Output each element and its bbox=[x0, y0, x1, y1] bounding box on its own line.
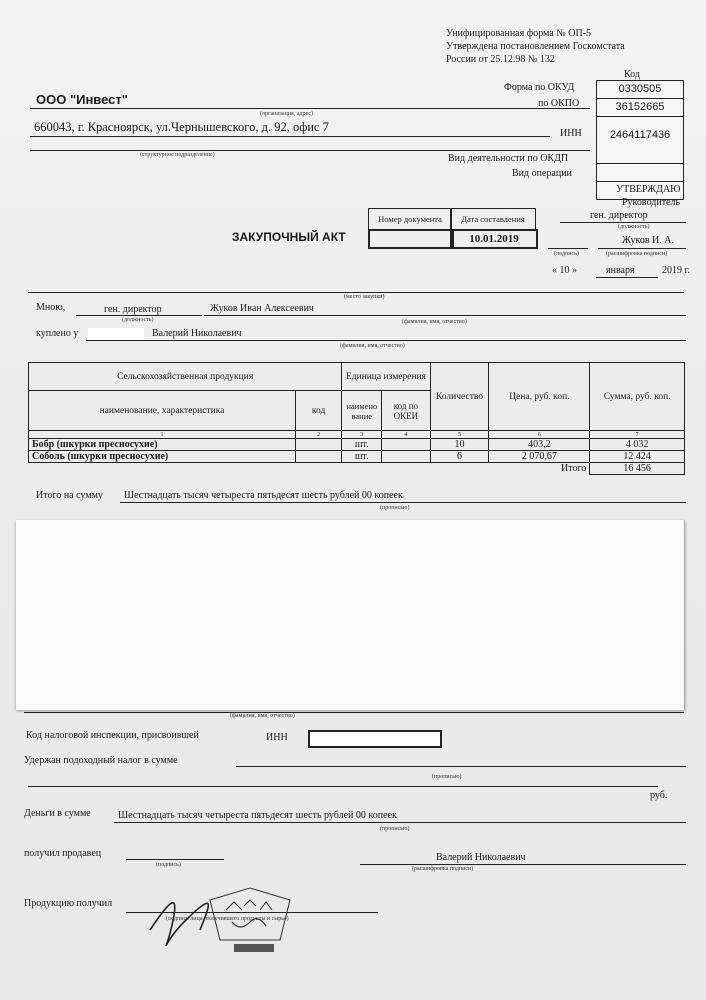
by-me-name-caption: (фамилия, имя, отчество) bbox=[402, 319, 467, 325]
row-okei bbox=[382, 451, 430, 463]
tax-inn-box bbox=[308, 730, 442, 748]
okpo-label: по ОКПО bbox=[538, 98, 580, 109]
seller-surname-redaction bbox=[88, 328, 144, 340]
col-num-2: 2 bbox=[296, 431, 342, 439]
signature-stamp bbox=[140, 870, 340, 960]
money-words: Шестнадцать тысяч четыреста пятьдесят шесть рублей 00 копеек bbox=[118, 810, 397, 821]
stamp-icon bbox=[210, 888, 290, 952]
total-label: Итого bbox=[561, 463, 587, 475]
act-title: ЗАКУПОЧНЫЙ АКТ bbox=[232, 230, 346, 244]
qty-header: Количество bbox=[430, 363, 489, 431]
approve-position-caption: (должность) bbox=[618, 224, 650, 230]
okud-label: Форма по ОКУД bbox=[504, 82, 575, 93]
total-value: 16 456 bbox=[590, 463, 685, 475]
approve-month-line bbox=[596, 277, 658, 278]
money-label: Деньги в сумме bbox=[24, 808, 91, 819]
withheld-line bbox=[236, 766, 686, 767]
table-row bbox=[29, 451, 685, 463]
row-price: 403,2 bbox=[489, 439, 590, 451]
dept-caption: (структурное подразделение) bbox=[140, 152, 215, 158]
row-sum: 12 424 bbox=[590, 451, 685, 463]
doc-number-header bbox=[368, 208, 452, 230]
approve-decode-caption: (расшифровка подписи) bbox=[606, 251, 668, 257]
sum-header: Сумма, руб. коп. bbox=[590, 363, 685, 431]
unit-group-header: Единица измерения bbox=[342, 363, 430, 391]
row-okei bbox=[382, 439, 430, 451]
org-line bbox=[30, 108, 590, 109]
fio-line bbox=[24, 712, 684, 713]
fio-caption: (фамилия, имя, отчество) bbox=[230, 713, 295, 719]
okei-header: код по ОКЕИ bbox=[382, 391, 430, 431]
seller-decode: Валерий Николаевич bbox=[436, 852, 526, 863]
doc-number-label: Номер документа bbox=[378, 214, 442, 224]
seller-caption: (фамилия, имя, отчество) bbox=[340, 343, 405, 349]
by-me-label: Мною, bbox=[36, 302, 66, 313]
row-qty: 10 bbox=[430, 439, 489, 451]
withheld-words-line bbox=[28, 786, 658, 787]
col-num-6: 6 bbox=[489, 431, 590, 439]
code-header-col: код bbox=[296, 391, 342, 431]
withheld-caption: (прописью) bbox=[432, 774, 462, 780]
org-address: 660043, г. Красноярск, ул.Чернышевского, д. 92, офис 7 bbox=[34, 120, 329, 134]
org-name: ООО "Инвест" bbox=[36, 92, 128, 107]
address-line bbox=[30, 136, 550, 137]
date-value-box bbox=[450, 229, 538, 249]
sum-words-line bbox=[120, 502, 686, 503]
received-sign-line bbox=[126, 859, 224, 860]
doc-number-value bbox=[368, 229, 454, 249]
form-line-2: Утверждена постановлением Госкомстата bbox=[446, 41, 625, 52]
place-caption: (место закупки) bbox=[344, 294, 385, 300]
received-label: получил продавец bbox=[24, 848, 102, 859]
table-row bbox=[29, 439, 685, 451]
money-caption: (прописью) bbox=[380, 826, 410, 832]
row-code bbox=[296, 439, 342, 451]
approve-head: Руководитель bbox=[622, 197, 681, 208]
code-column bbox=[596, 68, 684, 200]
okpo-code: 36152665 bbox=[596, 99, 684, 117]
approve-month: января bbox=[606, 265, 635, 276]
received-sign-caption: (подпись) bbox=[156, 862, 181, 868]
approve-day: « 10 » bbox=[552, 265, 577, 276]
code-header: Код bbox=[624, 69, 640, 80]
inn-label: ИНН bbox=[560, 128, 582, 139]
approve-title: УТВЕРЖДАЮ bbox=[616, 184, 681, 195]
org-caption: (организация, адрес) bbox=[260, 111, 313, 117]
approve-decode: Жуков И. А. bbox=[622, 235, 674, 246]
approve-decode-line bbox=[598, 248, 686, 249]
tax-code-label: Код налоговой инспекции, присвоившей bbox=[26, 730, 199, 741]
money-line bbox=[114, 822, 686, 823]
row-code bbox=[296, 451, 342, 463]
seller-decode-line bbox=[360, 864, 686, 865]
approve-signature-line bbox=[548, 248, 588, 249]
col-num-1: 1 bbox=[29, 431, 296, 439]
by-me-position: ген. директор bbox=[104, 304, 162, 315]
price-header: Цена, руб. коп. bbox=[489, 363, 590, 431]
withheld-label: Удержан подоходный налог в сумме bbox=[24, 755, 178, 766]
seller-name: Валерий Николаевич bbox=[152, 328, 242, 339]
product-received-caption: (подпись лица, получившего продукты и сырье) bbox=[166, 916, 289, 922]
unit-name-header: наимено вание bbox=[342, 391, 382, 431]
sum-words-caption: (прописью) bbox=[380, 505, 410, 511]
by-me-position-line bbox=[76, 315, 202, 316]
product-received-label: Продукцию получил bbox=[24, 898, 113, 909]
okud-code: 0330505 bbox=[596, 80, 684, 99]
name-header: наименование, характеристика bbox=[29, 391, 296, 431]
by-me-position-caption: (должность) bbox=[122, 317, 154, 323]
tax-inn-label: ИНН bbox=[266, 732, 288, 743]
inn-code: 2464117436 bbox=[596, 117, 684, 164]
seller-decode-caption: (расшифровка подписи) bbox=[412, 866, 474, 872]
date-header bbox=[450, 208, 536, 230]
okdp-code bbox=[596, 164, 684, 182]
row-unit: шт. bbox=[342, 439, 382, 451]
form-line-1: Унифицированная форма № ОП-5 bbox=[446, 28, 592, 39]
by-me-name-line bbox=[204, 315, 686, 316]
sum-words: Шестнадцать тысяч четыреста пятьдесят шесть рублей 00 копеек bbox=[124, 490, 403, 501]
rub-label: руб. bbox=[650, 790, 668, 801]
col-num-5: 5 bbox=[430, 431, 489, 439]
row-unit: шт. bbox=[342, 451, 382, 463]
approve-sign-caption: (подпись) bbox=[554, 251, 579, 257]
product-group-header: Сельскохозяйственная продукция bbox=[29, 363, 342, 391]
col-num-3: 3 bbox=[342, 431, 382, 439]
approve-position: ген. директор bbox=[590, 210, 648, 221]
bought-label: куплено у bbox=[36, 328, 79, 339]
okdp-label: Вид деятельности по ОКДП bbox=[448, 153, 569, 164]
signature-scribble bbox=[150, 903, 208, 946]
form-line-3: России от 25.12.98 № 132 bbox=[446, 54, 555, 65]
col-num-7: 7 bbox=[590, 431, 685, 439]
col-num-4: 4 bbox=[382, 431, 430, 439]
approve-position-line bbox=[560, 222, 686, 223]
row-price: 2 070,67 bbox=[489, 451, 590, 463]
row-name: Соболь (шкурки пресносухие) bbox=[29, 451, 296, 463]
row-qty: 6 bbox=[430, 451, 489, 463]
row-sum: 4 032 bbox=[590, 439, 685, 451]
goods-table bbox=[28, 362, 685, 475]
row-name: Бобр (шкурки пресносухие) bbox=[29, 439, 296, 451]
by-me-name: Жуков Иван Алексеевич bbox=[210, 303, 314, 314]
seller-line bbox=[86, 340, 686, 341]
place-line bbox=[28, 292, 684, 293]
total-row bbox=[29, 463, 685, 475]
operation-label: Вид операции bbox=[512, 168, 572, 179]
sum-label: Итого на сумму bbox=[36, 490, 103, 501]
date-label: Дата составления bbox=[461, 214, 525, 224]
dept-line bbox=[30, 150, 590, 151]
approve-year: 2019 г. bbox=[662, 265, 690, 276]
redaction-sheet bbox=[16, 520, 685, 710]
date-value: 10.01.2019 bbox=[469, 233, 519, 245]
